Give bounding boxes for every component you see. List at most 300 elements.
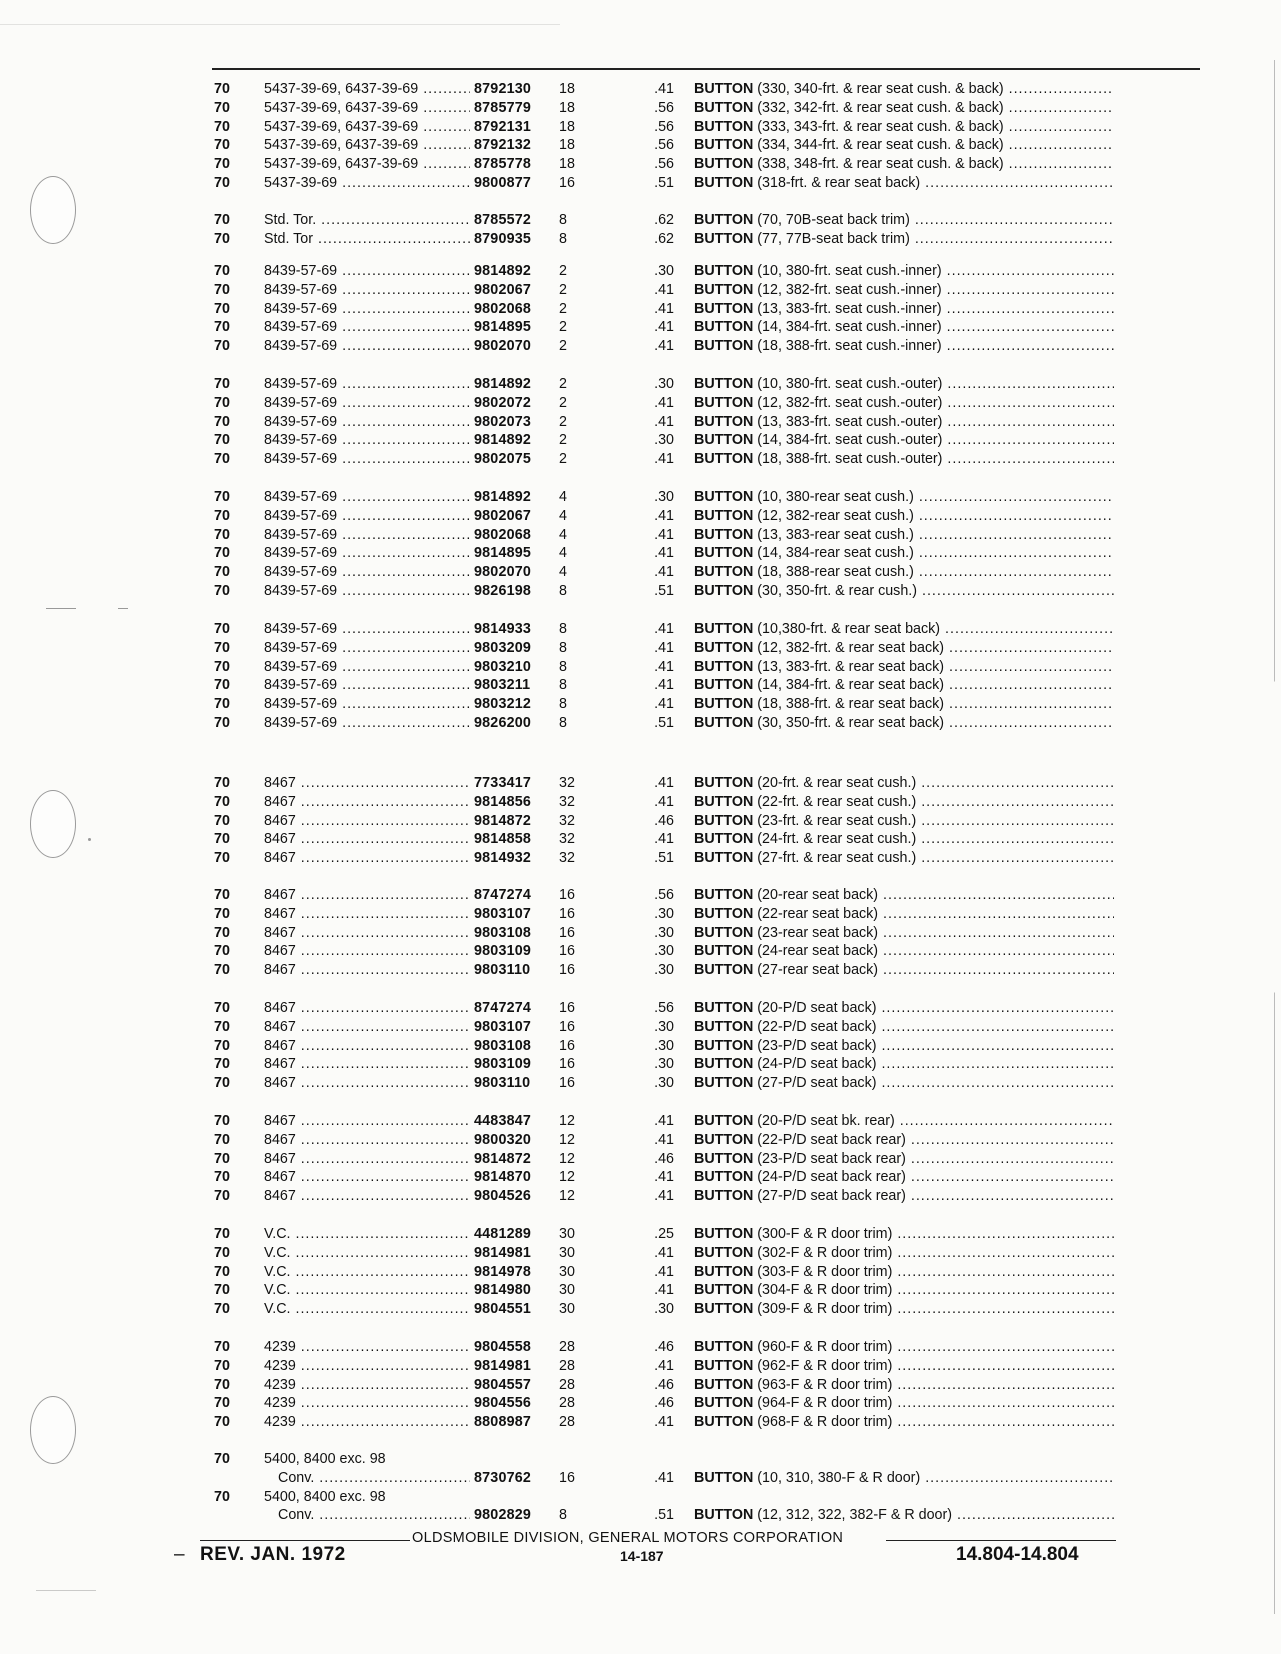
- scan-speck: [46, 608, 76, 609]
- part-number: 9804526: [470, 1187, 558, 1206]
- year: 70: [214, 905, 230, 922]
- part-number: 8790935: [470, 230, 558, 249]
- part-number: 9802829: [470, 1506, 558, 1525]
- footer-rule-right: [886, 1540, 1116, 1541]
- part-number: 9826200: [470, 714, 558, 733]
- price: .51: [654, 582, 674, 599]
- quantity: 32: [559, 850, 575, 867]
- model: Std. Tor. .....: [264, 211, 476, 230]
- item-name: BUTTON: [694, 118, 754, 135]
- quantity: 8: [559, 639, 567, 656]
- page-number: 14-187: [620, 1548, 664, 1564]
- year: 70: [214, 1113, 230, 1129]
- part-number: 9826198: [470, 582, 558, 601]
- item-name: BUTTON: [694, 677, 754, 694]
- description: [694, 924, 1114, 943]
- quantity: 4: [559, 526, 567, 543]
- year: 70: [214, 639, 230, 656]
- part-number: 9803108: [470, 1037, 558, 1056]
- item-name: BUTTON: [694, 775, 754, 791]
- part-number: 9814870: [470, 1168, 558, 1187]
- description: [694, 1131, 1114, 1150]
- model: 4239 .....: [264, 1413, 476, 1432]
- table-row: [214, 375, 1180, 394]
- table-row: [214, 118, 1180, 137]
- item-name: BUTTON: [694, 850, 754, 867]
- item-name: BUTTON: [694, 564, 754, 581]
- description: [694, 1394, 1114, 1413]
- price: .41: [654, 1414, 674, 1431]
- model: 8439-57-69 .....: [264, 488, 476, 507]
- description: [694, 413, 1114, 432]
- price: .41: [654, 413, 674, 430]
- year: 70: [214, 263, 230, 279]
- item-name: BUTTON: [694, 230, 754, 247]
- model: 5437-39-69, 6437-39-69 .....: [264, 80, 476, 99]
- price: .46: [654, 1339, 674, 1355]
- year: 70: [214, 1282, 230, 1299]
- model: 8439-57-69 .....: [264, 714, 476, 733]
- table-row: [214, 639, 1180, 658]
- year: 70: [214, 451, 230, 468]
- item-name: BUTTON: [694, 1263, 754, 1280]
- quantity: 8: [559, 230, 567, 247]
- table-row: [214, 337, 1180, 356]
- model: 8439-57-69 .....: [264, 300, 476, 319]
- price: .56: [654, 99, 674, 116]
- table-row: [214, 1357, 1180, 1376]
- quantity: 12: [559, 1113, 575, 1129]
- model: 8439-57-69 .....: [264, 695, 476, 714]
- item-name: BUTTON: [694, 962, 754, 979]
- year: 70: [214, 658, 230, 675]
- price: .41: [654, 696, 674, 713]
- table-row: [214, 793, 1180, 812]
- quantity: 2: [559, 413, 567, 430]
- model: 8439-57-69 .....: [264, 582, 476, 601]
- section-number: 14.804-14.804: [956, 1544, 1079, 1565]
- item-detail: (302-F & R door trim): [757, 1244, 893, 1261]
- year: 70: [214, 943, 230, 960]
- model: 8467 .....: [264, 961, 476, 980]
- item-name: BUTTON: [694, 943, 754, 960]
- model: 4239 .....: [264, 1357, 476, 1376]
- year: 70: [214, 526, 230, 543]
- description: [694, 526, 1114, 545]
- item-detail: (18, 388-rear seat cush.): [757, 564, 914, 581]
- price: .41: [654, 1131, 674, 1148]
- price: .41: [654, 1282, 674, 1299]
- model: 8467 .....: [264, 924, 476, 943]
- description: [694, 1469, 1114, 1488]
- description: [694, 1187, 1114, 1206]
- price: .41: [654, 1113, 674, 1129]
- table-row: [214, 1394, 1180, 1413]
- description: [694, 1376, 1114, 1395]
- description: [694, 507, 1114, 526]
- table-row: [214, 155, 1180, 174]
- year: 70: [214, 489, 230, 505]
- year: 70: [214, 1414, 230, 1431]
- quantity: 28: [559, 1339, 575, 1355]
- item-name: BUTTON: [694, 1056, 754, 1073]
- quantity: 2: [559, 300, 567, 317]
- year: 70: [214, 1018, 230, 1035]
- table-row: [214, 80, 1180, 99]
- part-number: 9814981: [470, 1357, 558, 1376]
- item-name: BUTTON: [694, 1150, 754, 1167]
- table-row: [214, 582, 1180, 601]
- quantity: 16: [559, 887, 575, 903]
- item-detail: (22-rear seat back): [757, 905, 879, 922]
- table-row: [214, 1055, 1180, 1074]
- item-name: BUTTON: [694, 831, 754, 848]
- model: 8439-57-69 .....: [264, 337, 476, 356]
- part-number: 9814858: [470, 830, 558, 849]
- item-detail: (334, 344-frt. & rear seat cush. & back): [757, 137, 1004, 154]
- description: [694, 318, 1114, 337]
- description: [694, 174, 1114, 193]
- description: [694, 849, 1114, 868]
- model: 8467 .....: [264, 942, 476, 961]
- year: 70: [214, 1376, 230, 1393]
- item-detail: (14, 384-frt. seat cush.-inner): [757, 319, 942, 336]
- item-detail: (10, 380-frt. seat cush.-inner): [757, 263, 942, 279]
- model: 8467 .....: [264, 1131, 476, 1150]
- price: .30: [654, 1056, 674, 1073]
- table-row: [214, 431, 1180, 450]
- description: [694, 695, 1114, 714]
- table-row: [214, 230, 1180, 249]
- model: V.C. .....: [264, 1281, 476, 1300]
- year: 70: [214, 1131, 230, 1148]
- table-row: [214, 812, 1180, 831]
- description: [694, 658, 1114, 677]
- year: 70: [214, 1244, 230, 1261]
- table-row: [214, 714, 1180, 733]
- description: [694, 793, 1114, 812]
- price: .41: [654, 1263, 674, 1280]
- price: .25: [654, 1226, 674, 1242]
- price: .41: [654, 545, 674, 562]
- table-row: [214, 999, 1180, 1018]
- part-number: 9802073: [470, 413, 558, 432]
- item-name: BUTTON: [694, 1113, 754, 1129]
- part-number: 9802068: [470, 526, 558, 545]
- item-detail: (300-F & R door trim): [757, 1226, 893, 1242]
- item-name: BUTTON: [694, 212, 754, 228]
- price: .46: [654, 1150, 674, 1167]
- description: [694, 999, 1114, 1018]
- description: [694, 1150, 1114, 1169]
- item-name: BUTTON: [694, 99, 754, 116]
- model: 8439-57-69 .....: [264, 394, 476, 413]
- year: 70: [214, 677, 230, 694]
- item-name: BUTTON: [694, 1469, 754, 1486]
- item-name: BUTTON: [694, 1376, 754, 1393]
- item-name: BUTTON: [694, 905, 754, 922]
- quantity: 28: [559, 1376, 575, 1393]
- description: [694, 1225, 1114, 1244]
- part-number: 8747274: [470, 886, 558, 905]
- item-name: BUTTON: [694, 281, 754, 298]
- year: 70: [214, 376, 230, 392]
- quantity: 2: [559, 394, 567, 411]
- part-number: 9802070: [470, 337, 558, 356]
- price: .41: [654, 564, 674, 581]
- model: 5437-39-69, 6437-39-69 .....: [264, 99, 476, 118]
- item-name: BUTTON: [694, 1075, 754, 1092]
- year: 70: [214, 174, 230, 191]
- price: .41: [654, 775, 674, 791]
- scan-speck: [0, 24, 560, 25]
- quantity: 32: [559, 793, 575, 810]
- item-detail: (960-F & R door trim): [757, 1339, 893, 1355]
- table-row: [214, 1150, 1180, 1169]
- table-row: [214, 563, 1180, 582]
- item-detail: (24-P/D seat back rear): [757, 1169, 906, 1186]
- item-name: BUTTON: [694, 639, 754, 656]
- quantity: 4: [559, 545, 567, 562]
- model: 4239 .....: [264, 1394, 476, 1413]
- item-detail: (10, 380-rear seat cush.): [757, 489, 914, 505]
- item-name: BUTTON: [694, 1395, 754, 1412]
- footer-rule-left: [200, 1540, 410, 1541]
- description: [694, 1281, 1114, 1300]
- price: .30: [654, 1075, 674, 1092]
- model: 8439-57-69 .....: [264, 262, 476, 281]
- part-number: 8808987: [470, 1413, 558, 1432]
- item-name: BUTTON: [694, 1000, 754, 1016]
- part-number: 9803110: [470, 961, 558, 980]
- year: 70: [214, 1056, 230, 1073]
- part-number: 4481289: [470, 1225, 558, 1244]
- item-detail: (27-frt. & rear seat cush.): [757, 850, 917, 867]
- entry-group: [214, 1112, 1180, 1206]
- quantity: 2: [559, 338, 567, 355]
- part-number: 9803109: [470, 942, 558, 961]
- model: 8439-57-69 .....: [264, 450, 476, 469]
- table-row: [214, 1225, 1180, 1244]
- price: .30: [654, 924, 674, 941]
- year: 70: [214, 564, 230, 581]
- table-row: [214, 961, 1180, 980]
- year: 70: [214, 1488, 230, 1505]
- item-detail: (27-rear seat back): [757, 962, 879, 979]
- table-row: [214, 136, 1180, 155]
- year: 70: [214, 1395, 230, 1412]
- entry-group: [214, 375, 1180, 469]
- item-detail: (14, 384-frt. & rear seat back): [757, 677, 945, 694]
- part-number: 9804557: [470, 1376, 558, 1395]
- table-row: [214, 300, 1180, 319]
- part-number: 8730762: [470, 1469, 558, 1488]
- table-row: [214, 413, 1180, 432]
- part-number: 9803109: [470, 1055, 558, 1074]
- item-detail: (23-P/D seat back): [757, 1037, 877, 1054]
- price: .41: [654, 677, 674, 694]
- description: [694, 211, 1114, 230]
- year: 70: [214, 850, 230, 867]
- item-detail: (318-frt. & rear seat back): [757, 174, 921, 191]
- item-detail: (333, 343-frt. & rear seat cush. & back): [757, 118, 1004, 135]
- model-sub: Conv. .....: [278, 1469, 476, 1488]
- item-name: BUTTON: [694, 621, 754, 637]
- quantity: 32: [559, 775, 575, 791]
- price: .51: [654, 1507, 674, 1524]
- price: .41: [654, 1469, 674, 1486]
- year: 70: [214, 300, 230, 317]
- description: [694, 1263, 1114, 1282]
- price: .30: [654, 376, 674, 392]
- year: 70: [214, 1357, 230, 1374]
- item-detail: (30, 350-frt. & rear cush.): [757, 582, 918, 599]
- model: V.C. .....: [264, 1225, 476, 1244]
- item-detail: (964-F & R door trim): [757, 1395, 893, 1412]
- price: .41: [654, 81, 674, 97]
- price: .30: [654, 1018, 674, 1035]
- item-name: BUTTON: [694, 394, 754, 411]
- model: 5400, 8400 exc. 98: [264, 1488, 386, 1505]
- item-detail: (332, 342-frt. & rear seat cush. & back): [757, 99, 1004, 116]
- part-number: 9803107: [470, 905, 558, 924]
- part-number: 9814895: [470, 318, 558, 337]
- price: .62: [654, 230, 674, 247]
- revision-date: REV. JAN. 1972: [200, 1544, 346, 1565]
- model: 8467 .....: [264, 1187, 476, 1206]
- scan-speck: [88, 838, 91, 841]
- table-row: [214, 1488, 1180, 1507]
- item-name: BUTTON: [694, 300, 754, 317]
- part-number: 9803211: [470, 676, 558, 695]
- item-detail: (18, 388-frt. & rear seat back): [757, 696, 945, 713]
- item-name: BUTTON: [694, 263, 754, 279]
- item-detail: (13, 383-frt. seat cush.-outer): [757, 413, 943, 430]
- price: .56: [654, 1000, 674, 1016]
- item-detail: (10,380-frt. & rear seat back): [757, 621, 941, 637]
- part-number: 9814872: [470, 1150, 558, 1169]
- description: [694, 375, 1114, 394]
- price: .46: [654, 812, 674, 829]
- price: .41: [654, 1188, 674, 1205]
- model: 8439-57-69 .....: [264, 431, 476, 450]
- table-row: [214, 1187, 1180, 1206]
- year: 70: [214, 281, 230, 298]
- model: 8467 .....: [264, 1055, 476, 1074]
- quantity: 2: [559, 451, 567, 468]
- quantity: 16: [559, 1000, 575, 1016]
- quantity: 16: [559, 924, 575, 941]
- part-number: 9804558: [470, 1338, 558, 1357]
- item-detail: (18, 388-frt. seat cush.-outer): [757, 451, 943, 468]
- description: [694, 676, 1114, 695]
- model: 8439-57-69 .....: [264, 620, 476, 639]
- model: 8467 .....: [264, 1150, 476, 1169]
- part-number: 8792131: [470, 118, 558, 137]
- model: 8439-57-69 .....: [264, 507, 476, 526]
- price: .41: [654, 639, 674, 656]
- item-name: BUTTON: [694, 1131, 754, 1148]
- model: 5437-39-69 .....: [264, 174, 476, 193]
- description: [694, 942, 1114, 961]
- year: 70: [214, 99, 230, 116]
- price: .41: [654, 338, 674, 355]
- year: 70: [214, 137, 230, 154]
- description: [694, 620, 1114, 639]
- part-number: 9803212: [470, 695, 558, 714]
- item-detail: (13, 383-frt. & rear seat back): [757, 658, 945, 675]
- model: 8439-57-69 .....: [264, 375, 476, 394]
- model: 8467 .....: [264, 812, 476, 831]
- item-detail: (70, 70B-seat back trim): [757, 212, 910, 228]
- table-row: [214, 394, 1180, 413]
- year: 70: [214, 887, 230, 903]
- year: 70: [214, 1000, 230, 1016]
- description: [694, 394, 1114, 413]
- quantity: 12: [559, 1169, 575, 1186]
- price: .41: [654, 1169, 674, 1186]
- price: .41: [654, 831, 674, 848]
- model: 8467 .....: [264, 849, 476, 868]
- table-row: [214, 676, 1180, 695]
- table-row: [214, 849, 1180, 868]
- year: 70: [214, 793, 230, 810]
- model: 4239 .....: [264, 1376, 476, 1395]
- quantity: 16: [559, 1469, 575, 1486]
- model: 8439-57-69 .....: [264, 658, 476, 677]
- entry-group: [214, 488, 1180, 601]
- table-row: [214, 1131, 1180, 1150]
- table-row: [214, 99, 1180, 118]
- model: 5400, 8400 exc. 98: [264, 1451, 386, 1467]
- item-detail: (22-P/D seat back rear): [757, 1131, 906, 1148]
- model: 8439-57-69 .....: [264, 281, 476, 300]
- table-row: [214, 1112, 1180, 1131]
- scan-speck: [118, 608, 128, 609]
- entry-group: [214, 999, 1180, 1093]
- item-detail: (23-rear seat back): [757, 924, 879, 941]
- description: [694, 544, 1114, 563]
- description: [694, 118, 1114, 137]
- table-row: [214, 1018, 1180, 1037]
- model: 5437-39-69, 6437-39-69 .....: [264, 118, 476, 137]
- item-name: BUTTON: [694, 81, 754, 97]
- item-detail: (30, 350-frt. & rear seat back): [757, 714, 945, 731]
- item-detail: (18, 388-frt. seat cush.-inner): [757, 338, 942, 355]
- item-name: BUTTON: [694, 413, 754, 430]
- part-number: 9802072: [470, 394, 558, 413]
- item-detail: (24-P/D seat back): [757, 1056, 877, 1073]
- item-detail: (23-P/D seat back rear): [757, 1150, 906, 1167]
- item-name: BUTTON: [694, 319, 754, 336]
- quantity: 16: [559, 1018, 575, 1035]
- entry-group: [214, 262, 1180, 356]
- entry-group: [214, 1225, 1180, 1319]
- item-name: BUTTON: [694, 582, 754, 599]
- description: [694, 639, 1114, 658]
- table-row: [214, 830, 1180, 849]
- quantity: 4: [559, 507, 567, 524]
- item-name: BUTTON: [694, 1301, 754, 1318]
- table-row: [214, 488, 1180, 507]
- model: 4239 .....: [264, 1338, 476, 1357]
- description: [694, 1357, 1114, 1376]
- table-row: [214, 450, 1180, 469]
- revision-dash: –: [174, 1544, 185, 1565]
- item-detail: (20-P/D seat back): [757, 1000, 877, 1016]
- item-detail: (20-P/D seat bk. rear): [757, 1113, 895, 1129]
- table-row: [214, 262, 1180, 281]
